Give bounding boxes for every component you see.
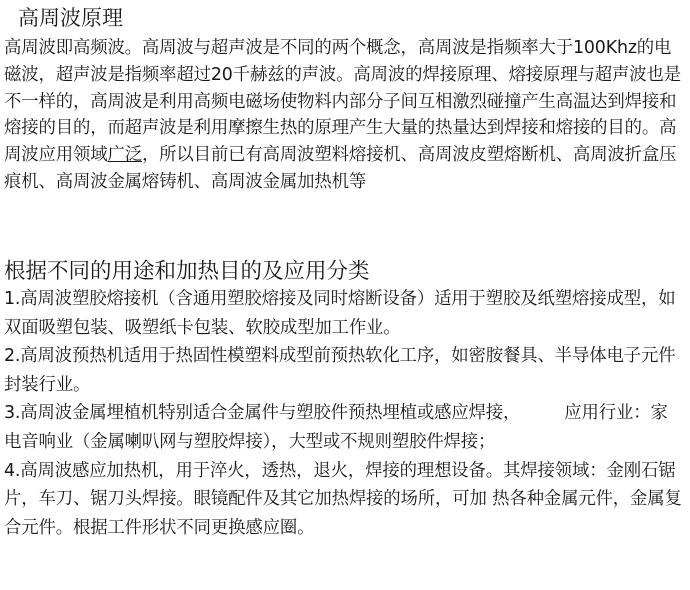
intro-text-part1: 高周波即高频波。高周波与超声波是不同的两个概念，高周波是指频率大于100Khz的电磁波，超声波是指频率超过20千赫兹的声波。高周波的焊接原理、熔接原理与超声波也是不一样的，高周波是利用高频电磁场使物料内部分子间互相激烈碰撞产生高温达到焊接和熔接的目的，而超声波是利用摩擦生热的原理产生大量的热量达到焊接和熔接的目的。高周波应用领域 (4, 38, 681, 166)
application-list (4, 285, 684, 542)
document-title: 高周波原理 (18, 6, 123, 30)
intro-underlined-word: 广泛 (107, 145, 142, 166)
list-item: 1.高周波塑胶熔接机（含通用塑胶熔接及同时熔断设备）适用于塑胶及纸塑熔接成型，如双面吸塑包装、吸塑纸卡包装、软胶成型加工作业。 (4, 289, 676, 338)
list-item: 4.高周波感应加热机，用于淬火，透热，退火，焊接的理想设备。其焊接领域：金刚石锯片，车刀、锯刀头焊接。眼镜配件及其它加热焊接的场所，可加 热各种金属元件，金属复合元件。根据工件形状不同更换感应圈。 (4, 460, 682, 538)
intro-text-part2: ，所以目前已有高周波塑料熔接机、高周波皮塑熔断机、高周波折盒压痕机、高周波金属熔铸机、高周波金属加热机等 (4, 145, 677, 192)
list-item: 2.高周波预热机适用于热固性模塑料成型前预热软化工序，如密胺餐具、半导体电子元件封装行业。 (4, 346, 676, 395)
section-heading: 根据不同的用途和加热目的及应用分类 (4, 259, 370, 284)
intro-paragraph (4, 35, 684, 196)
list-item-part2: 应用行业：家电音响业（金属喇叭网与塑胶焊接），大型或不规则塑胶件焊接； (4, 403, 668, 452)
list-item (4, 399, 684, 456)
list-item-part1: 3.高周波金属埋植机特别适合金属件与塑胶件预热埋植或感应焊接， (4, 403, 521, 424)
